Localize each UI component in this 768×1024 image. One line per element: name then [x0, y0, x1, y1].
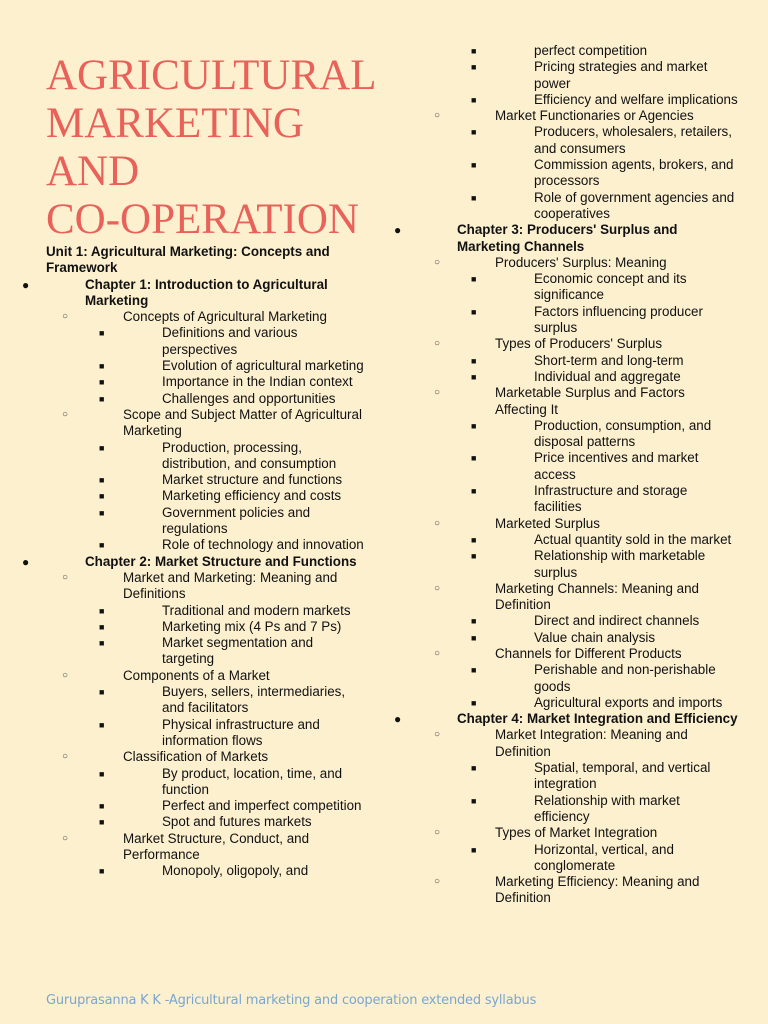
list-item [99, 602, 366, 619]
list-item [99, 765, 366, 799]
circle-bullet-icon: ○ [62, 832, 69, 844]
list-item-text: Direct and indirect channels [534, 613, 700, 629]
list-item [471, 483, 738, 516]
topic-item-text: Scope and Subject Matter of Agricultural Marketing [123, 406, 362, 439]
list-item [471, 841, 738, 875]
list-item [471, 59, 738, 92]
item-list [471, 531, 738, 581]
title-line: AND [46, 148, 140, 195]
footer-attribution: Guruprasanna K K -Agricultural marketing and cooperation extended syllabus [46, 993, 537, 1008]
list-item-text: Production, processing, distribution, and consumption [162, 439, 337, 471]
unit-heading: Unit 1: Agricultural Marketing: Concepts and Framework [46, 244, 330, 276]
topic-item-text: Concepts of Agricultural Marketing [123, 309, 327, 325]
square-bullet-icon: ■ [99, 475, 105, 486]
item-list [99, 863, 366, 879]
list-item [99, 472, 366, 488]
list-item [471, 417, 738, 451]
list-item-text: Production, consumption, and disposal patterns [534, 417, 712, 450]
square-bullet-icon: ■ [99, 687, 105, 698]
item-list [99, 325, 366, 406]
topic-item [434, 385, 738, 515]
list-item [471, 662, 738, 695]
list-item-text: Individual and aggregate [534, 368, 681, 384]
topic-item [62, 830, 366, 880]
topic-item-text: Components of a Market [123, 667, 270, 683]
list-item [471, 450, 738, 483]
circle-bullet-icon: ○ [434, 517, 441, 529]
list-item [99, 488, 366, 504]
square-bullet-icon: ■ [99, 491, 105, 502]
circle-bullet-icon: ○ [434, 338, 441, 350]
topic-item-text: Market Structure, Conduct, and Performance [123, 830, 310, 862]
disc-bullet-icon: ● [22, 277, 30, 292]
circle-bullet-icon: ○ [434, 582, 441, 594]
item-list [471, 43, 738, 108]
list-item [471, 531, 738, 548]
item-list [99, 684, 366, 749]
topic-item-text: Producers' Surplus: Meaning [495, 254, 667, 270]
chapter-list [394, 222, 738, 906]
circle-bullet-icon: ○ [434, 827, 441, 839]
document-title [46, 52, 377, 244]
topic-item [434, 580, 738, 646]
list-item-text: Perishable and non-perishable goods [534, 662, 716, 694]
chapter-item-text: Chapter 3: Producers' Surplus and Marketing Channels [457, 222, 678, 254]
square-bullet-icon: ■ [471, 94, 477, 105]
topic-item [62, 667, 366, 749]
list-item [99, 863, 366, 879]
square-bullet-icon: ■ [471, 616, 477, 627]
square-bullet-icon: ■ [471, 62, 477, 73]
topic-item-text: Marketing Channels: Meaning and Definition [495, 580, 699, 613]
square-bullet-icon: ■ [471, 665, 477, 676]
square-bullet-icon: ■ [99, 361, 105, 372]
item-list [99, 602, 366, 668]
title-line: MARKETING [46, 100, 304, 147]
square-bullet-icon: ■ [471, 534, 477, 545]
list-item-text: Definitions and various perspectives [162, 325, 298, 357]
chapter-item [22, 276, 366, 554]
item-list [471, 613, 738, 646]
circle-bullet-icon: ○ [62, 669, 69, 681]
square-bullet-icon: ■ [471, 844, 477, 855]
square-bullet-icon: ■ [99, 442, 105, 453]
chapter-item [394, 711, 738, 907]
chapter-item-text: Chapter 4: Market Integration and Efficiency [457, 711, 738, 727]
circle-bullet-icon: ○ [62, 571, 69, 583]
circle-bullet-icon: ○ [434, 110, 441, 122]
list-item-text: Commission agents, brokers, and processors [534, 157, 734, 189]
list-item-text: Government policies and regulations [162, 504, 311, 537]
square-bullet-icon: ■ [99, 817, 105, 828]
circle-bullet-icon: ○ [62, 311, 69, 323]
list-item-text: Short-term and long-term [534, 352, 684, 368]
list-item [99, 358, 366, 374]
item-list [471, 417, 738, 516]
list-item [471, 629, 738, 646]
list-item-text: Producers, wholesalers, retailers, and consumers [534, 124, 732, 156]
continued-list [418, 43, 738, 222]
title-line: CO-OPERATION [46, 196, 359, 243]
topic-item [434, 108, 738, 222]
list-item [471, 271, 738, 304]
list-item [99, 618, 366, 635]
square-bullet-icon: ■ [99, 605, 105, 616]
list-item [99, 635, 366, 668]
item-list [99, 765, 366, 831]
square-bullet-icon: ■ [99, 638, 105, 649]
list-item-text: Monopoly, oligopoly, and [162, 863, 309, 879]
topic-item [434, 336, 738, 385]
square-bullet-icon: ■ [471, 355, 477, 366]
square-bullet-icon: ■ [471, 46, 477, 56]
list-item [471, 792, 738, 826]
topic-item [62, 569, 366, 668]
topic-item-text: Market Functionaries or Agencies [495, 108, 694, 124]
list-item [99, 798, 366, 814]
square-bullet-icon: ■ [471, 420, 477, 431]
list-item-text: Role of government agencies and cooperatives [534, 189, 735, 221]
list-item [99, 325, 366, 358]
topic-list [434, 254, 738, 711]
topic-item-text: Types of Market Integration [495, 825, 658, 841]
topic-item-text: Marketing Efficiency: Meaning and Definition [495, 874, 700, 906]
list-item-text: Physical infrastructure and information flows [162, 716, 320, 748]
list-item-text: Evolution of agricultural marketing [162, 358, 364, 374]
square-bullet-icon: ■ [99, 768, 105, 779]
topic-item-text: Market Integration: Meaning and Definition [495, 727, 688, 759]
chapter-item-text: Chapter 1: Introduction to Agricultural Marketing [85, 276, 328, 308]
list-item [99, 537, 366, 553]
square-bullet-icon: ■ [99, 801, 105, 812]
title-line: AGRICULTURAL [46, 52, 377, 99]
topic-item [434, 645, 738, 711]
list-item [99, 716, 366, 750]
circle-bullet-icon: ○ [62, 751, 69, 763]
list-item-text: Relationship with marketable surplus [534, 548, 706, 580]
square-bullet-icon: ■ [99, 540, 105, 551]
list-item-text: Economic concept and its significance [534, 271, 687, 303]
list-item-text: Importance in the Indian context [162, 374, 353, 390]
list-item [99, 390, 366, 407]
item-list [471, 352, 738, 386]
circle-bullet-icon: ○ [434, 256, 441, 268]
item-list [99, 439, 366, 554]
list-item [471, 760, 738, 793]
square-bullet-icon: ■ [99, 507, 105, 518]
topic-item-text: Classification of Markets [123, 749, 269, 765]
list-item [99, 814, 366, 830]
square-bullet-icon: ■ [471, 306, 477, 317]
list-item-text: Efficiency and welfare implications [534, 91, 738, 107]
chapter-item [22, 553, 366, 880]
list-item-text: Pricing strategies and market power [534, 59, 708, 91]
disc-bullet-icon: ● [394, 223, 402, 238]
circle-bullet-icon: ○ [434, 729, 441, 741]
list-item-text: Factors influencing producer surplus [534, 303, 703, 336]
list-item-text: Actual quantity sold in the market [534, 531, 732, 547]
topic-list [62, 309, 366, 553]
list-item [471, 91, 738, 108]
topic-continuation [457, 43, 738, 108]
list-item-text: Marketing efficiency and costs [162, 488, 342, 504]
item-list [471, 271, 738, 336]
square-bullet-icon: ■ [471, 486, 477, 497]
topic-item [434, 727, 738, 825]
list-item [99, 439, 366, 473]
topic-list [434, 727, 738, 906]
list-item-text: Buyers, sellers, intermediaries, and facilitators [162, 684, 346, 716]
chapter-continuation [418, 43, 738, 222]
square-bullet-icon: ■ [471, 632, 477, 643]
list-item-text: By product, location, time, and function [162, 765, 343, 797]
list-item-text: Value chain analysis [534, 629, 656, 645]
list-item-text: Challenges and opportunities [162, 390, 336, 406]
topic-list [434, 43, 738, 222]
list-item-text: Agricultural exports and imports [534, 694, 723, 710]
list-item [471, 124, 738, 157]
square-bullet-icon: ■ [99, 719, 105, 730]
topic-item-text: Market and Marketing: Meaning and Definitions [123, 569, 338, 602]
list-item [471, 548, 738, 581]
circle-bullet-icon: ○ [434, 647, 441, 659]
chapter-list [22, 276, 366, 880]
list-item [471, 352, 738, 369]
square-bullet-icon: ■ [471, 192, 477, 203]
circle-bullet-icon: ○ [62, 408, 69, 420]
list-item [471, 303, 738, 337]
list-item-text: Traditional and modern markets [162, 602, 351, 618]
item-list [471, 841, 738, 875]
list-item [99, 684, 366, 717]
list-item-text: Perfect and imperfect competition [162, 798, 362, 814]
list-item-text: Market segmentation and targeting [162, 635, 314, 667]
topic-item [434, 254, 738, 336]
list-item [471, 157, 738, 190]
square-bullet-icon: ■ [99, 621, 105, 632]
list-item [99, 374, 366, 390]
list-item [471, 694, 738, 711]
list-item [471, 613, 738, 629]
topic-item [62, 309, 366, 407]
list-item-text: Spatial, temporal, and vertical integration [534, 760, 711, 792]
circle-bullet-icon: ○ [434, 876, 441, 888]
topic-item-text: Marketable Surplus and Factors Affecting It [495, 385, 685, 417]
list-item-text: Role of technology and innovation [162, 537, 364, 553]
square-bullet-icon: ■ [471, 763, 477, 774]
topic-item-text: Types of Producers' Surplus [495, 336, 663, 352]
square-bullet-icon: ■ [99, 377, 105, 388]
topic-item [434, 874, 738, 907]
list-item-text: Marketing mix (4 Ps and 7 Ps) [162, 618, 342, 634]
square-bullet-icon: ■ [471, 697, 477, 708]
list-item-text: Infrastructure and storage facilities [534, 483, 688, 515]
topic-item [62, 749, 366, 830]
topic-item [434, 515, 738, 581]
square-bullet-icon: ■ [471, 551, 477, 562]
chapter-item-text: Chapter 2: Market Structure and Functions [85, 553, 357, 569]
topic-item [62, 406, 366, 554]
list-item-text: Relationship with market efficiency [534, 792, 680, 824]
list-item-text: Horizontal, vertical, and conglomerate [534, 841, 674, 873]
topic-item-text: Marketed Surplus [495, 515, 600, 531]
list-item-text: Spot and futures markets [162, 814, 312, 830]
topic-item [434, 825, 738, 874]
square-bullet-icon: ■ [471, 127, 477, 138]
list-item [99, 504, 366, 538]
topic-item-text: Channels for Different Products [495, 645, 682, 661]
item-list [471, 662, 738, 711]
square-bullet-icon: ■ [471, 160, 477, 171]
square-bullet-icon: ■ [99, 866, 105, 877]
square-bullet-icon: ■ [471, 274, 477, 285]
disc-bullet-icon: ● [22, 554, 30, 569]
item-list [471, 124, 738, 222]
list-item-text: Market structure and functions [162, 472, 343, 488]
left-column [22, 0, 377, 880]
square-bullet-icon: ■ [99, 393, 105, 404]
list-item [471, 368, 738, 385]
square-bullet-icon: ■ [471, 371, 477, 382]
right-column [394, 43, 738, 907]
circle-bullet-icon: ○ [434, 387, 441, 399]
square-bullet-icon: ■ [99, 328, 105, 339]
disc-bullet-icon: ● [394, 712, 402, 727]
list-item-text: Price incentives and market access [534, 450, 699, 482]
chapter-item [394, 222, 738, 711]
list-item [471, 189, 738, 223]
square-bullet-icon: ■ [471, 795, 477, 806]
list-item-text: perfect competition [534, 43, 648, 58]
list-item [471, 43, 738, 59]
square-bullet-icon: ■ [471, 453, 477, 464]
item-list [471, 760, 738, 825]
topic-list [62, 569, 366, 880]
